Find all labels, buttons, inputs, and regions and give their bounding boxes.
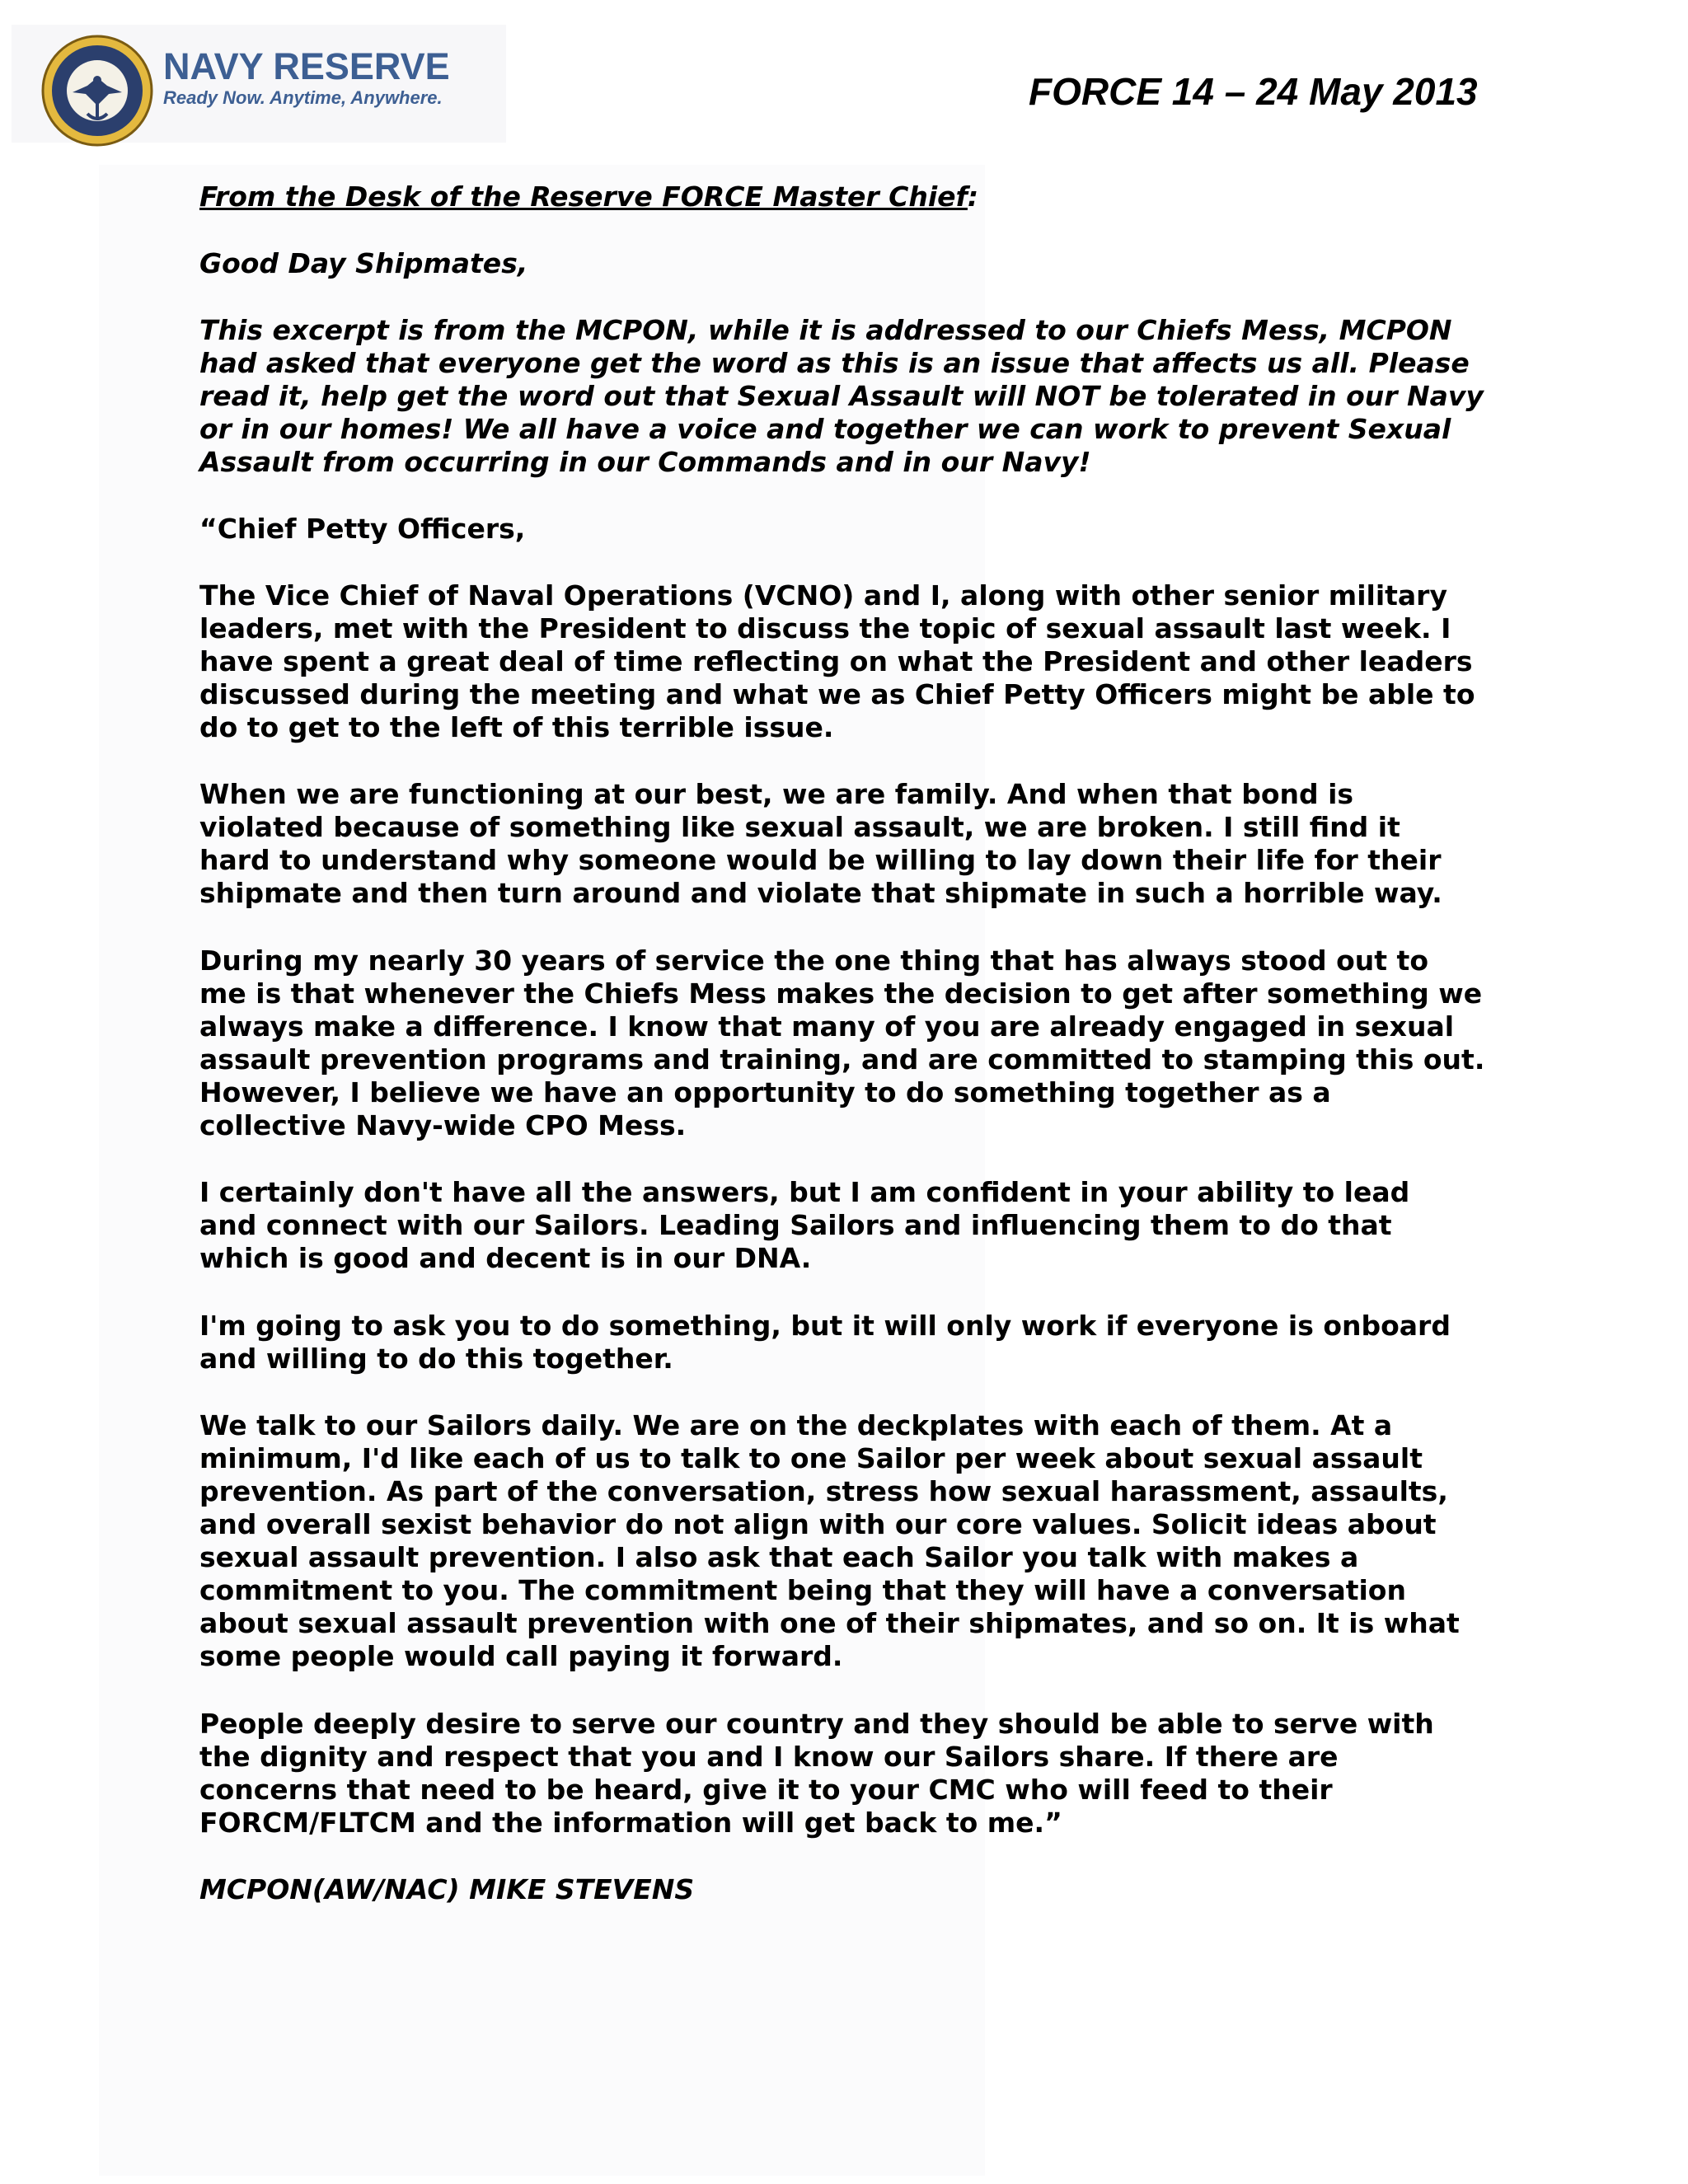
paragraph-line: The Vice Chief of Naval Operations (VCNO) and I, along with other senior military <box>199 579 1447 612</box>
paragraph-line: which is good and decent is in our DNA. <box>199 1242 812 1274</box>
document-title: FORCE 14 – 24 May 2013 <box>1029 70 1478 113</box>
paragraph-line: sexual assault prevention. I also ask that each Sailor you talk with makes a <box>199 1541 1359 1573</box>
paragraph-line: and overall sexist behavior do not align with our core values. Solicit ideas about <box>199 1508 1437 1540</box>
paragraph-line: When we are functioning at our best, we are family. And when that bond is <box>199 778 1354 810</box>
paragraph-line: During my nearly 30 years of service the one thing that has always stood out to <box>199 944 1428 977</box>
paragraph-line: violated because of something like sexual assault, we are broken. I still find it <box>199 811 1400 843</box>
paragraph-line: have spent a great deal of time reflecting on what the President and other leaders <box>199 645 1473 677</box>
paragraph-line: some people would call paying it forward. <box>199 1640 843 1672</box>
paragraph-line: discussed during the meeting and what we as Chief Petty Officers might be able to <box>199 678 1475 710</box>
intro-line: or in our homes! We all have a voice and together we can work to prevent Sexual <box>199 413 1451 445</box>
paragraph-line: me is that whenever the Chiefs Mess makes the decision to get after something we <box>199 977 1483 1010</box>
paragraph-line: prevention. As part of the conversation, stress how sexual harassment, assaults, <box>199 1475 1448 1507</box>
greeting: Good Day Shipmates, <box>199 247 528 279</box>
paragraph-line: assault prevention programs and training, and are committed to stamping this out. <box>199 1043 1485 1076</box>
paragraph-line: I certainly don't have all the answers, but I am confident in your ability to lead <box>199 1176 1410 1208</box>
paragraph-line: We talk to our Sailors daily. We are on the deckplates with each of them. At a <box>199 1409 1393 1441</box>
intro-line: This excerpt is from the MCPON, while it is addressed to our Chiefs Mess, MCPON <box>199 314 1452 346</box>
paragraph-line: and connect with our Sailors. Leading Sailors and influencing them to do that <box>199 1209 1392 1241</box>
paragraph-line: FORCM/FLTCM and the information will get back to me.” <box>199 1807 1062 1839</box>
signature: MCPON(AW/NAC) MIKE STEVENS <box>199 1873 695 1905</box>
intro-line: Assault from occurring in our Commands and in our Navy! <box>199 446 1091 478</box>
navy-seal-icon <box>40 33 155 148</box>
paragraph-line: However, I believe we have an opportunity to do something together as a <box>199 1076 1331 1108</box>
intro-line: had asked that everyone get the word as this is an issue that affects us all. Please <box>199 347 1470 379</box>
paragraph-line: about sexual assault prevention with one of their shipmates, and so on. It is what <box>199 1607 1460 1639</box>
paragraph-line: do to get to the left of this terrible issue. <box>199 711 834 743</box>
letter-heading-suffix: : <box>967 180 979 213</box>
paragraph-line: leaders, met with the President to discuss the topic of sexual assault last week. I <box>199 612 1451 644</box>
paragraph-line: collective Navy-wide CPO Mess. <box>199 1109 687 1141</box>
paragraph-line: concerns that need to be heard, give it to your CMC who will feed to their <box>199 1774 1333 1806</box>
paragraph-line: always make a difference. I know that many of you are already engaged in sexual <box>199 1010 1455 1043</box>
letter-heading <box>199 180 979 213</box>
paragraph-line: commitment to you. The commitment being that they will have a conversation <box>199 1574 1406 1606</box>
paragraph-line: minimum, I'd like each of us to talk to one Sailor per week about sexual assault <box>199 1442 1423 1474</box>
logo-tagline: Ready Now. Anytime, Anywhere. <box>163 87 443 108</box>
logo-title: NAVY RESERVE <box>163 45 450 87</box>
paragraph-line: and willing to do this together. <box>199 1343 673 1375</box>
paragraph-line: hard to understand why someone would be willing to lay down their life for their <box>199 844 1442 876</box>
salutation: “Chief Petty Officers, <box>199 513 526 545</box>
paragraph-line: shipmate and then turn around and violate that shipmate in such a horrible way. <box>199 877 1442 909</box>
intro-line: read it, help get the word out that Sexual Assault will NOT be tolerated in our Navy <box>199 380 1484 412</box>
paragraph-line: the dignity and respect that you and I know our Sailors share. If there are <box>199 1741 1339 1773</box>
paragraph-line: I'm going to ask you to do something, but it will only work if everyone is onboard <box>199 1310 1451 1342</box>
letter-heading-text: From the Desk of the Reserve FORCE Master Chief <box>199 180 968 213</box>
paragraph-line: People deeply desire to serve our country and they should be able to serve with <box>199 1708 1434 1740</box>
